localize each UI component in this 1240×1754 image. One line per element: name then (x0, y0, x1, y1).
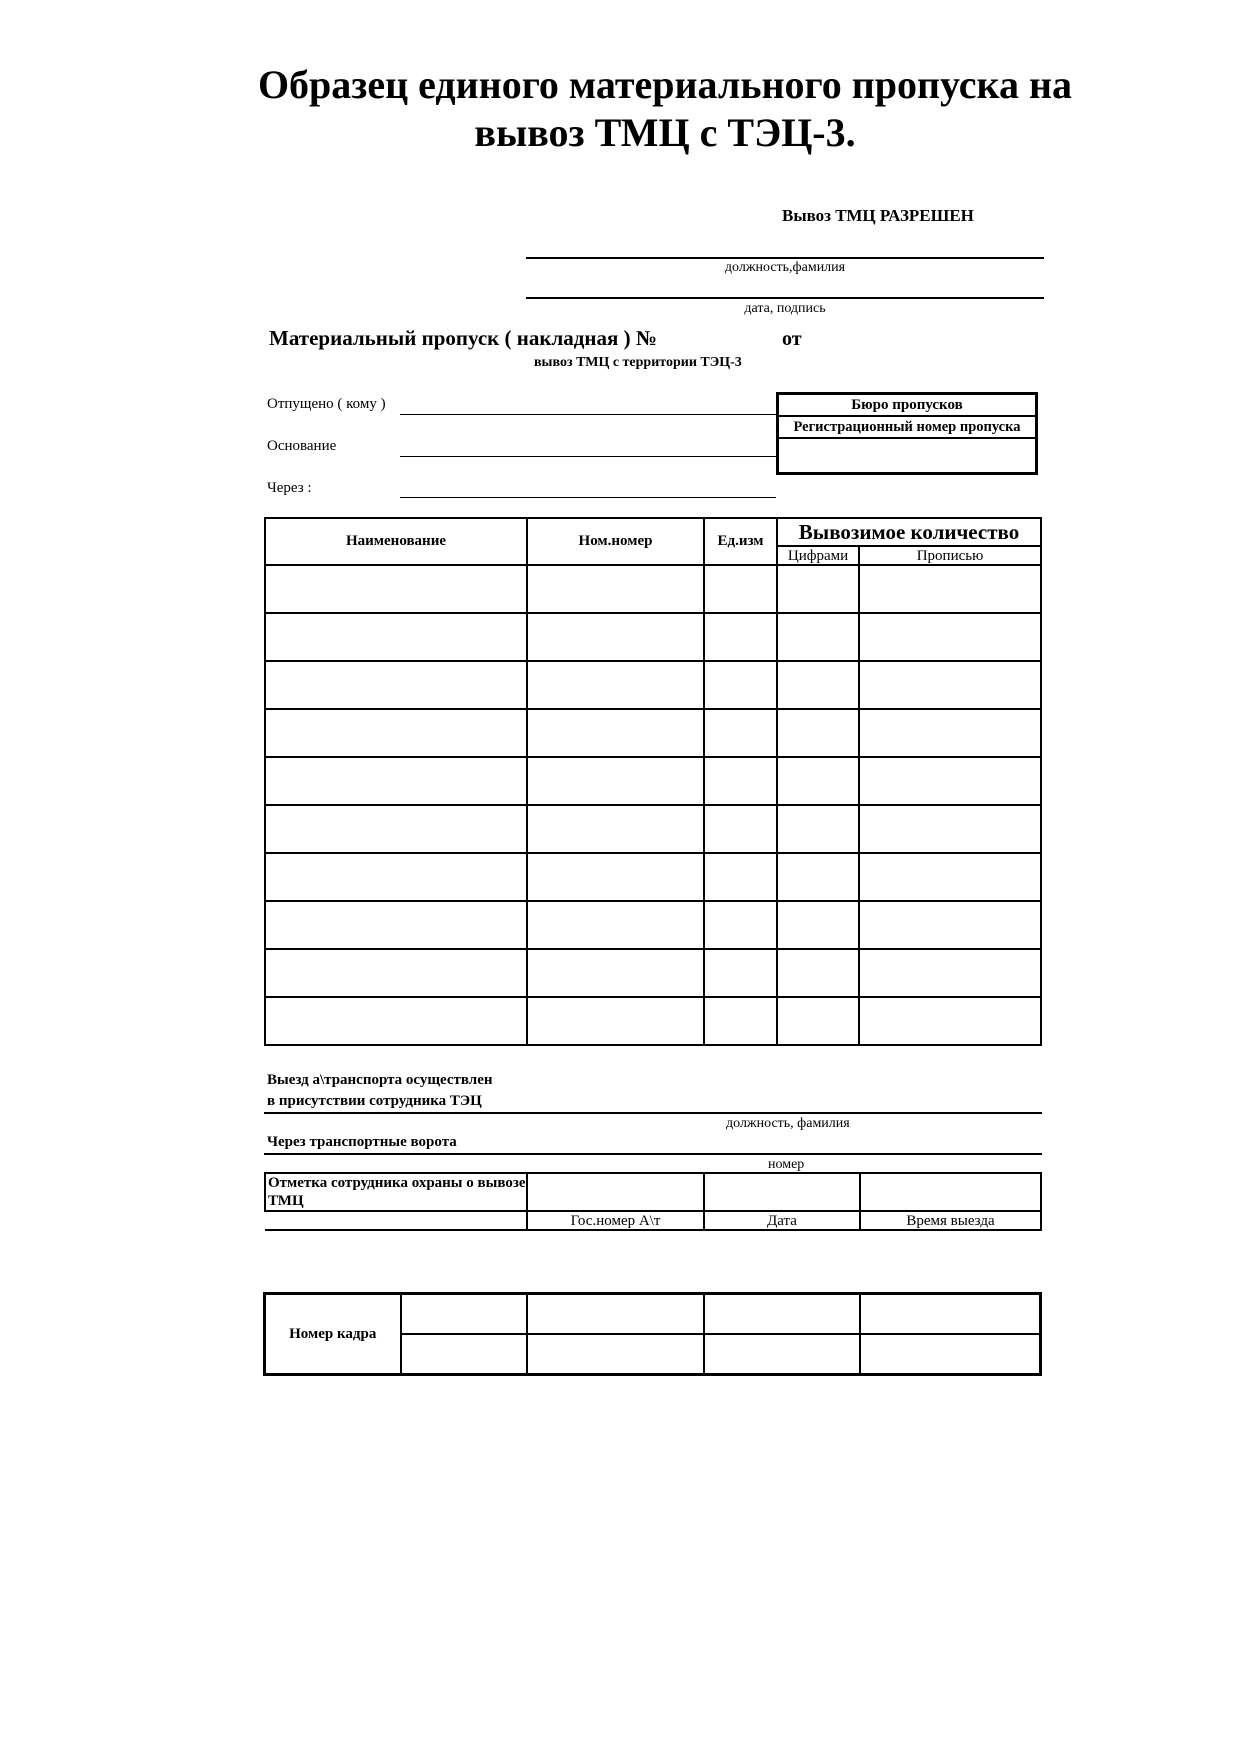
frame-label: Номер кадра (265, 1294, 401, 1375)
frame-cell[interactable] (401, 1294, 527, 1335)
goods-row (265, 661, 1041, 709)
goods-row (265, 757, 1041, 805)
goods-cell[interactable] (859, 565, 1041, 613)
goods-cell[interactable] (704, 949, 777, 997)
pass-heading: Материальный пропуск ( накладная ) № (269, 326, 657, 350)
goods-cell[interactable] (777, 757, 859, 805)
goods-cell[interactable] (527, 661, 704, 709)
goods-cell[interactable] (265, 661, 527, 709)
time-caption: Время выезда (860, 1211, 1041, 1230)
goods-cell[interactable] (265, 997, 527, 1045)
goods-cell[interactable] (265, 613, 527, 661)
guard-label: Отметка сотрудника охраны о вывозе ТМЦ (265, 1173, 527, 1211)
goods-cell[interactable] (859, 613, 1041, 661)
goods-cell[interactable] (704, 901, 777, 949)
approval-date-caption: дата, подпись (744, 301, 826, 316)
frame-cell[interactable] (527, 1294, 704, 1335)
frame-cell[interactable] (860, 1294, 1041, 1335)
col-digits-header: Цифрами (777, 546, 859, 565)
approval-position-caption: должность,фамилия (724, 260, 846, 275)
plate-cell[interactable] (527, 1173, 704, 1211)
goods-cell[interactable] (777, 901, 859, 949)
goods-cell[interactable] (265, 805, 527, 853)
gate-label: Через транспортные ворота (267, 1134, 457, 1150)
via-line[interactable] (400, 497, 776, 498)
goods-row (265, 901, 1041, 949)
goods-cell[interactable] (859, 661, 1041, 709)
goods-cell[interactable] (704, 709, 777, 757)
goods-cell[interactable] (859, 805, 1041, 853)
exit-line-2: в присутствии сотрудника ТЭЦ (267, 1093, 482, 1109)
goods-cell[interactable] (704, 853, 777, 901)
goods-row (265, 949, 1041, 997)
basis-label: Основание (267, 438, 337, 454)
goods-cell[interactable] (704, 661, 777, 709)
col-nom-header: Ном.номер (527, 518, 704, 565)
goods-cell[interactable] (777, 613, 859, 661)
frame-cell[interactable] (401, 1334, 527, 1375)
goods-cell[interactable] (527, 757, 704, 805)
goods-cell[interactable] (777, 997, 859, 1045)
goods-cell[interactable] (777, 565, 859, 613)
page-title-line-1: Образец единого материального пропуска на (257, 62, 1073, 107)
goods-cell[interactable] (704, 997, 777, 1045)
frame-cell[interactable] (860, 1334, 1041, 1375)
goods-cell[interactable] (777, 805, 859, 853)
goods-cell[interactable] (265, 709, 527, 757)
goods-cell[interactable] (527, 901, 704, 949)
goods-row (265, 613, 1041, 661)
goods-cell[interactable] (527, 709, 704, 757)
frame-cell[interactable] (704, 1334, 860, 1375)
pass-from: от (782, 328, 802, 350)
goods-cell[interactable] (704, 805, 777, 853)
goods-row (265, 565, 1041, 613)
goods-cell[interactable] (704, 565, 777, 613)
bureau-label: Бюро пропусков (779, 395, 1035, 417)
goods-cell[interactable] (777, 709, 859, 757)
frame-cell[interactable] (704, 1294, 860, 1335)
exit-line-1: Выезд а\транспорта осуществлен (267, 1072, 493, 1088)
approval-line-date (526, 297, 1044, 299)
goods-cell[interactable] (859, 757, 1041, 805)
goods-cell[interactable] (859, 997, 1041, 1045)
guard-caption-spacer (265, 1211, 527, 1230)
pass-subheading: вывоз ТМЦ с территории ТЭЦ-3 (534, 355, 742, 370)
via-label: Через : (267, 480, 312, 496)
goods-cell[interactable] (527, 805, 704, 853)
page-title-line-2: вывоз ТМЦ с ТЭЦ-3. (474, 110, 856, 155)
goods-cell[interactable] (265, 757, 527, 805)
registration-box (776, 392, 1038, 475)
col-unit-header: Ед.изм (704, 518, 777, 565)
basis-line[interactable] (400, 456, 776, 457)
goods-row (265, 997, 1041, 1045)
exit-employee-line[interactable] (264, 1112, 1042, 1114)
registration-number-label: Регистрационный номер пропуска (779, 417, 1035, 439)
goods-cell[interactable] (527, 565, 704, 613)
approval-heading: Вывоз ТМЦ РАЗРЕШЕН (782, 206, 974, 225)
goods-cell[interactable] (527, 613, 704, 661)
goods-cell[interactable] (859, 901, 1041, 949)
approval-line-position (526, 257, 1044, 259)
goods-cell[interactable] (527, 853, 704, 901)
goods-cell[interactable] (704, 757, 777, 805)
goods-cell[interactable] (265, 853, 527, 901)
guard-mark-table (264, 1172, 1042, 1231)
goods-cell[interactable] (527, 997, 704, 1045)
goods-cell[interactable] (859, 949, 1041, 997)
goods-cell[interactable] (859, 709, 1041, 757)
released-to-line[interactable] (400, 414, 776, 415)
goods-row (265, 853, 1041, 901)
goods-cell[interactable] (265, 565, 527, 613)
goods-cell[interactable] (704, 613, 777, 661)
goods-cell[interactable] (527, 949, 704, 997)
frame-cell[interactable] (527, 1334, 704, 1375)
goods-cell[interactable] (265, 949, 527, 997)
goods-cell[interactable] (777, 853, 859, 901)
released-to-label: Отпущено ( кому ) (267, 396, 386, 412)
goods-cell[interactable] (777, 661, 859, 709)
goods-cell[interactable] (859, 853, 1041, 901)
plate-caption: Гос.номер А\т (527, 1211, 704, 1230)
col-name-header: Наименование (265, 518, 527, 565)
goods-row (265, 805, 1041, 853)
goods-cell[interactable] (265, 901, 527, 949)
gate-number-caption: номер (768, 1157, 805, 1172)
frame-number-table (263, 1292, 1042, 1376)
time-cell[interactable] (860, 1173, 1041, 1211)
goods-cell[interactable] (777, 949, 859, 997)
col-words-header: Прописью (859, 546, 1041, 565)
col-qty-header: Вывозимое количество (777, 518, 1041, 546)
exit-position-caption: должность, фамилия (726, 1116, 850, 1131)
date-caption: Дата (704, 1211, 860, 1230)
date-cell[interactable] (704, 1173, 860, 1211)
goods-row (265, 709, 1041, 757)
goods-table (264, 517, 1042, 1046)
gate-line[interactable] (264, 1153, 1042, 1155)
